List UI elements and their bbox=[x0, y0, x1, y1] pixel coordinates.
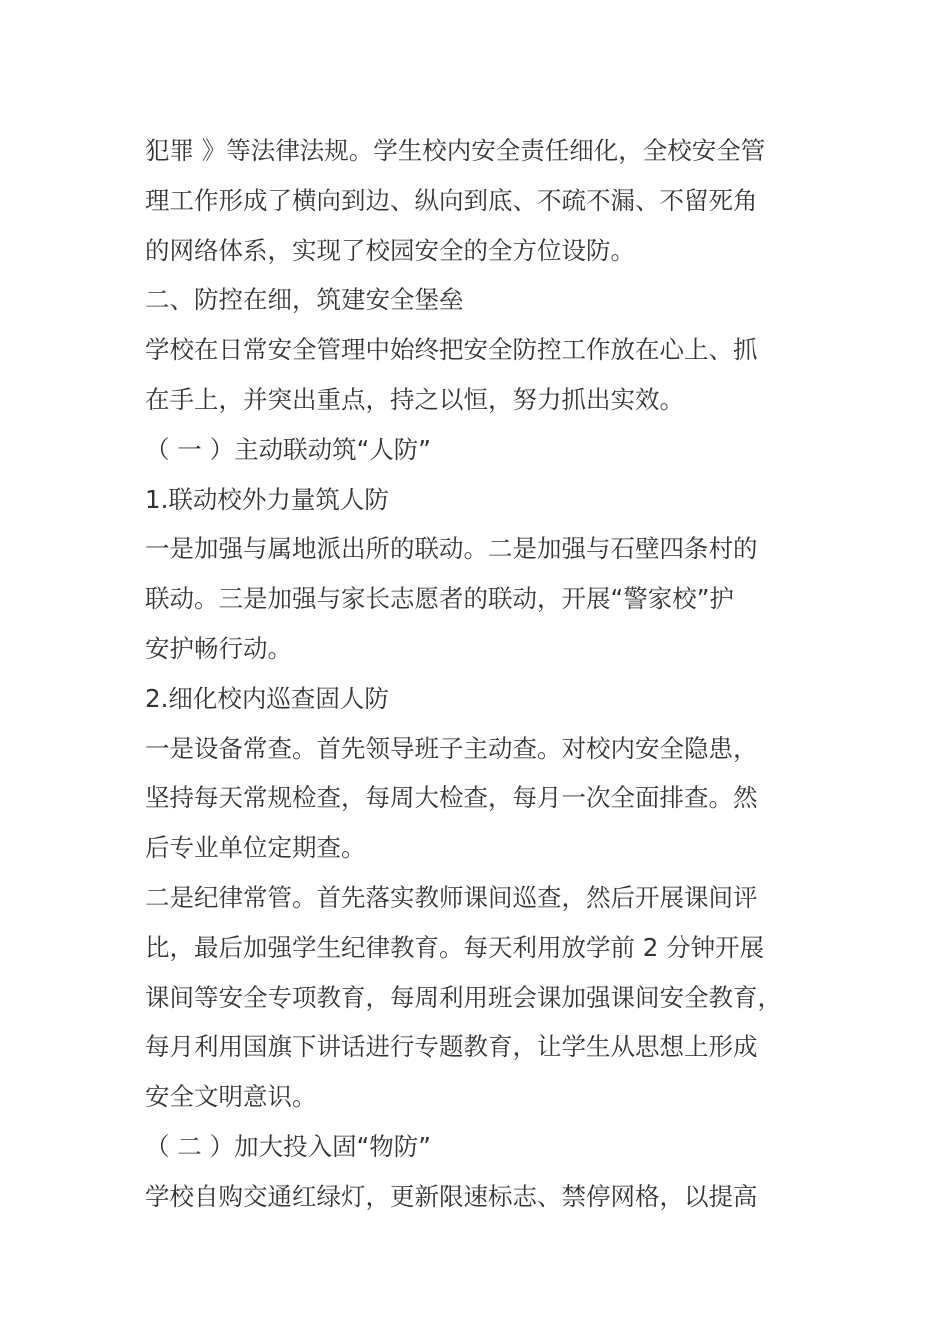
subsection-heading: （ 一 ）主动联动筑“人防” bbox=[145, 434, 431, 464]
section-heading: 二、防控在细，筑建安全堡垒 bbox=[145, 285, 464, 315]
text-line: 的网络体系，实现了校园安全的全方位设防。 bbox=[145, 235, 635, 265]
text-line: 后专业单位定期查。 bbox=[145, 833, 366, 863]
text-line: 理工作形成了横向到边、纵向到底、不疏不漏、不留死角 bbox=[145, 185, 758, 215]
text-line: 每月利用国旗下讲话进行专题教育，让学生从思想上形成 bbox=[145, 1032, 758, 1062]
item-heading: 2.细化校内巡查固人防 bbox=[145, 683, 389, 713]
text-line: 二是纪律常管。首先落实教师课间巡查，然后开展课间评 bbox=[145, 882, 758, 912]
text-line: 安护畅行动。 bbox=[145, 633, 292, 663]
text-line: 安全文明意识。 bbox=[145, 1082, 317, 1112]
text-line: 在手上，并突出重点，持之以恒，努力抓出实效。 bbox=[145, 384, 684, 414]
text-line: 一是设备常查。首先领导班子主动查。对校内安全隐患， bbox=[145, 733, 758, 763]
document-body bbox=[145, 126, 825, 1222]
text-line: 比，最后加强学生纪律教育。每天利用放学前 2 分钟开展 bbox=[145, 932, 765, 962]
text-line: 学校自购交通红绿灯，更新限速标志、禁停网格，以提高 bbox=[145, 1181, 758, 1211]
text-line: 联动。三是加强与家长志愿者的联动，开展“警家校”护 bbox=[145, 584, 734, 614]
text-line: 犯罪 》等法律法规。学生校内安全责任细化，全校安全管 bbox=[145, 136, 766, 165]
text-line: 学校在日常安全管理中始终把安全防控工作放在心上、抓 bbox=[145, 335, 758, 365]
text-line: 坚持每天常规检查，每周大检查，每月一次全面排查。然 bbox=[145, 783, 758, 813]
text-line: 课间等安全专项教育，每周利用班会课加强课间安全教育， bbox=[145, 982, 782, 1012]
item-heading: 1.联动校外力量筑人防 bbox=[145, 484, 389, 514]
subsection-heading: （ 二 ）加大投入固“物防” bbox=[145, 1131, 431, 1161]
text-line: 一是加强与属地派出所的联动。二是加强与石壁四条村的 bbox=[145, 534, 758, 564]
